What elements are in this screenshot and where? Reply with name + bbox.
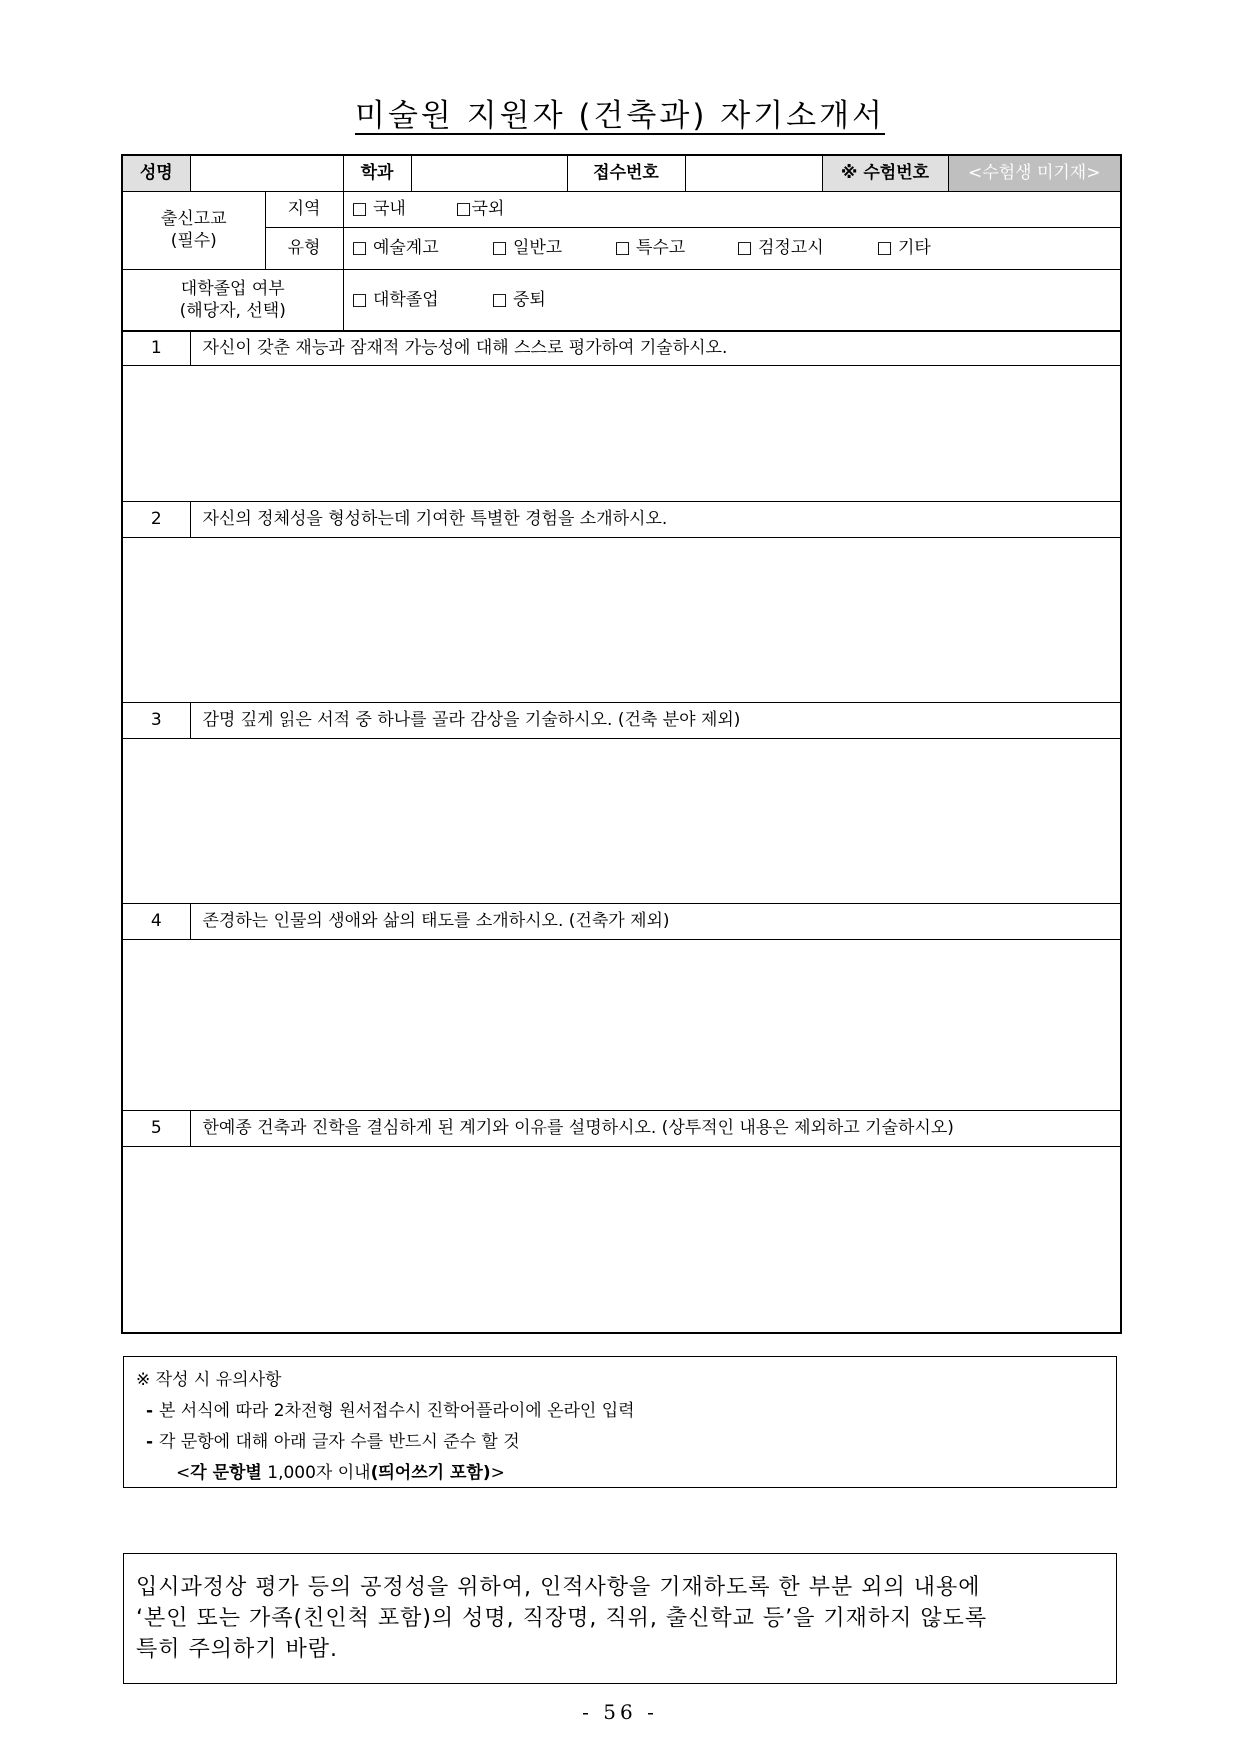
answer-row-2 — [122, 537, 1121, 702]
fairness-warning-box — [123, 1553, 1117, 1684]
application-form-table — [121, 154, 1122, 1334]
type-option-ged[interactable]: □ 검정고시 — [736, 238, 824, 258]
exam-number-placeholder: <수험생 미기재> — [948, 155, 1121, 191]
type-option-general[interactable]: □ 일반고 — [491, 238, 563, 258]
type-options — [343, 227, 1121, 269]
answer-area-4[interactable] — [122, 939, 1121, 1110]
graduation-options — [343, 269, 1121, 331]
answer-area-3[interactable] — [122, 738, 1121, 903]
region-option-domestic[interactable]: □ 국내 — [351, 199, 406, 219]
school-label-line1: 출신고교 — [160, 209, 227, 229]
school-region-row — [122, 191, 1121, 227]
type-label: 유형 — [265, 227, 343, 269]
graduation-label-line1: 대학졸업 여부 — [180, 278, 285, 299]
exam-number-label: ※ 수험번호 — [822, 155, 948, 191]
dept-field[interactable] — [411, 155, 567, 191]
school-type-row — [122, 227, 1121, 269]
type-option-arts[interactable]: □ 예술계고 — [351, 238, 439, 258]
region-options — [343, 191, 1121, 227]
answer-area-5[interactable] — [122, 1146, 1121, 1333]
question-number: 2 — [122, 501, 190, 537]
notice-heading: ※ 작성 시 유의사항 — [136, 1370, 282, 1390]
region-option-overseas[interactable]: □국외 — [455, 199, 505, 219]
receipt-field[interactable] — [685, 155, 822, 191]
answer-area-2[interactable] — [122, 537, 1121, 702]
answer-row-1 — [122, 365, 1121, 501]
notice-item: - 본 서식에 따라 2차전형 원서접수시 진학어플라이에 온라인 입력 — [146, 1401, 635, 1421]
dept-label: 학과 — [343, 155, 411, 191]
warning-line-1: 입시과정상 평가 등의 공정성을 위하여, 인적사항을 기재하도록 한 부분 외의 내용에 — [136, 1575, 981, 1600]
school-label-line2: (필수) — [170, 231, 217, 251]
question-number: 5 — [122, 1110, 190, 1146]
question-number: 3 — [122, 702, 190, 738]
question-row-4 — [122, 903, 1121, 939]
question-row-5 — [122, 1110, 1121, 1146]
question-text: 한예종 건축과 진학을 결심하게 된 계기와 이유를 설명하시오. (상투적인 내용은 제외하고 기술하시오) — [190, 1110, 1121, 1146]
answer-row-3 — [122, 738, 1121, 903]
name-label: 성명 — [122, 155, 190, 191]
notice-item: - 각 문항에 대해 아래 글자 수를 반드시 준수 할 것 — [146, 1432, 520, 1452]
writing-notice-box — [123, 1356, 1117, 1488]
question-text: 존경하는 인물의 생애와 삶의 태도를 소개하시오. (건축가 제외) — [190, 903, 1121, 939]
graduation-label-line2: (해당자, 선택) — [179, 300, 286, 321]
question-row-1 — [122, 331, 1121, 365]
question-row-3 — [122, 702, 1121, 738]
character-limit: <각 문항별 1,000자 이내(띄어쓰기 포함)> — [176, 1463, 505, 1483]
question-row-2 — [122, 501, 1121, 537]
page-title: 미술원 지원자 (건축과) 자기소개서 — [355, 98, 885, 134]
page-number: - 56 - — [582, 1700, 658, 1724]
type-option-other[interactable]: □ 기타 — [876, 238, 931, 258]
name-field[interactable] — [190, 155, 343, 191]
answer-area-1[interactable] — [122, 365, 1121, 501]
warning-line-2: ‘본인 또는 가족(친인척 포함)의 성명, 직장명, 직위, 출신학교 등’을 기재하지 않도록 — [136, 1606, 988, 1631]
question-text: 자신이 갖춘 재능과 잠재적 가능성에 대해 스스로 평가하여 기술하시오. — [190, 331, 1121, 365]
answer-row-5 — [122, 1146, 1121, 1333]
notice-item-text: 본 서식에 따라 2차전형 원서접수시 진학어플라이에 온라인 입력 — [158, 1401, 635, 1421]
question-number: 1 — [122, 331, 190, 365]
warning-line-3: 특히 주의하기 바람. — [136, 1637, 338, 1662]
receipt-label: 접수번호 — [567, 155, 685, 191]
type-option-special[interactable]: □ 특수고 — [614, 238, 686, 258]
graduation-option-dropout[interactable]: □ 중퇴 — [491, 289, 546, 310]
region-label: 지역 — [265, 191, 343, 227]
graduation-option-graduated[interactable]: □ 대학졸업 — [351, 289, 439, 310]
notice-item-text: 각 문항에 대해 아래 글자 수를 반드시 준수 할 것 — [158, 1432, 520, 1452]
school-label — [122, 191, 265, 269]
graduation-label — [122, 269, 343, 331]
answer-row-4 — [122, 939, 1121, 1110]
question-text: 감명 깊게 읽은 서적 중 하나를 골라 감상을 기술하시오. (건축 분야 제외) — [190, 702, 1121, 738]
question-text: 자신의 정체성을 형성하는데 기여한 특별한 경험을 소개하시오. — [190, 501, 1121, 537]
graduation-row — [122, 269, 1121, 331]
header-row — [122, 155, 1121, 191]
question-number: 4 — [122, 903, 190, 939]
